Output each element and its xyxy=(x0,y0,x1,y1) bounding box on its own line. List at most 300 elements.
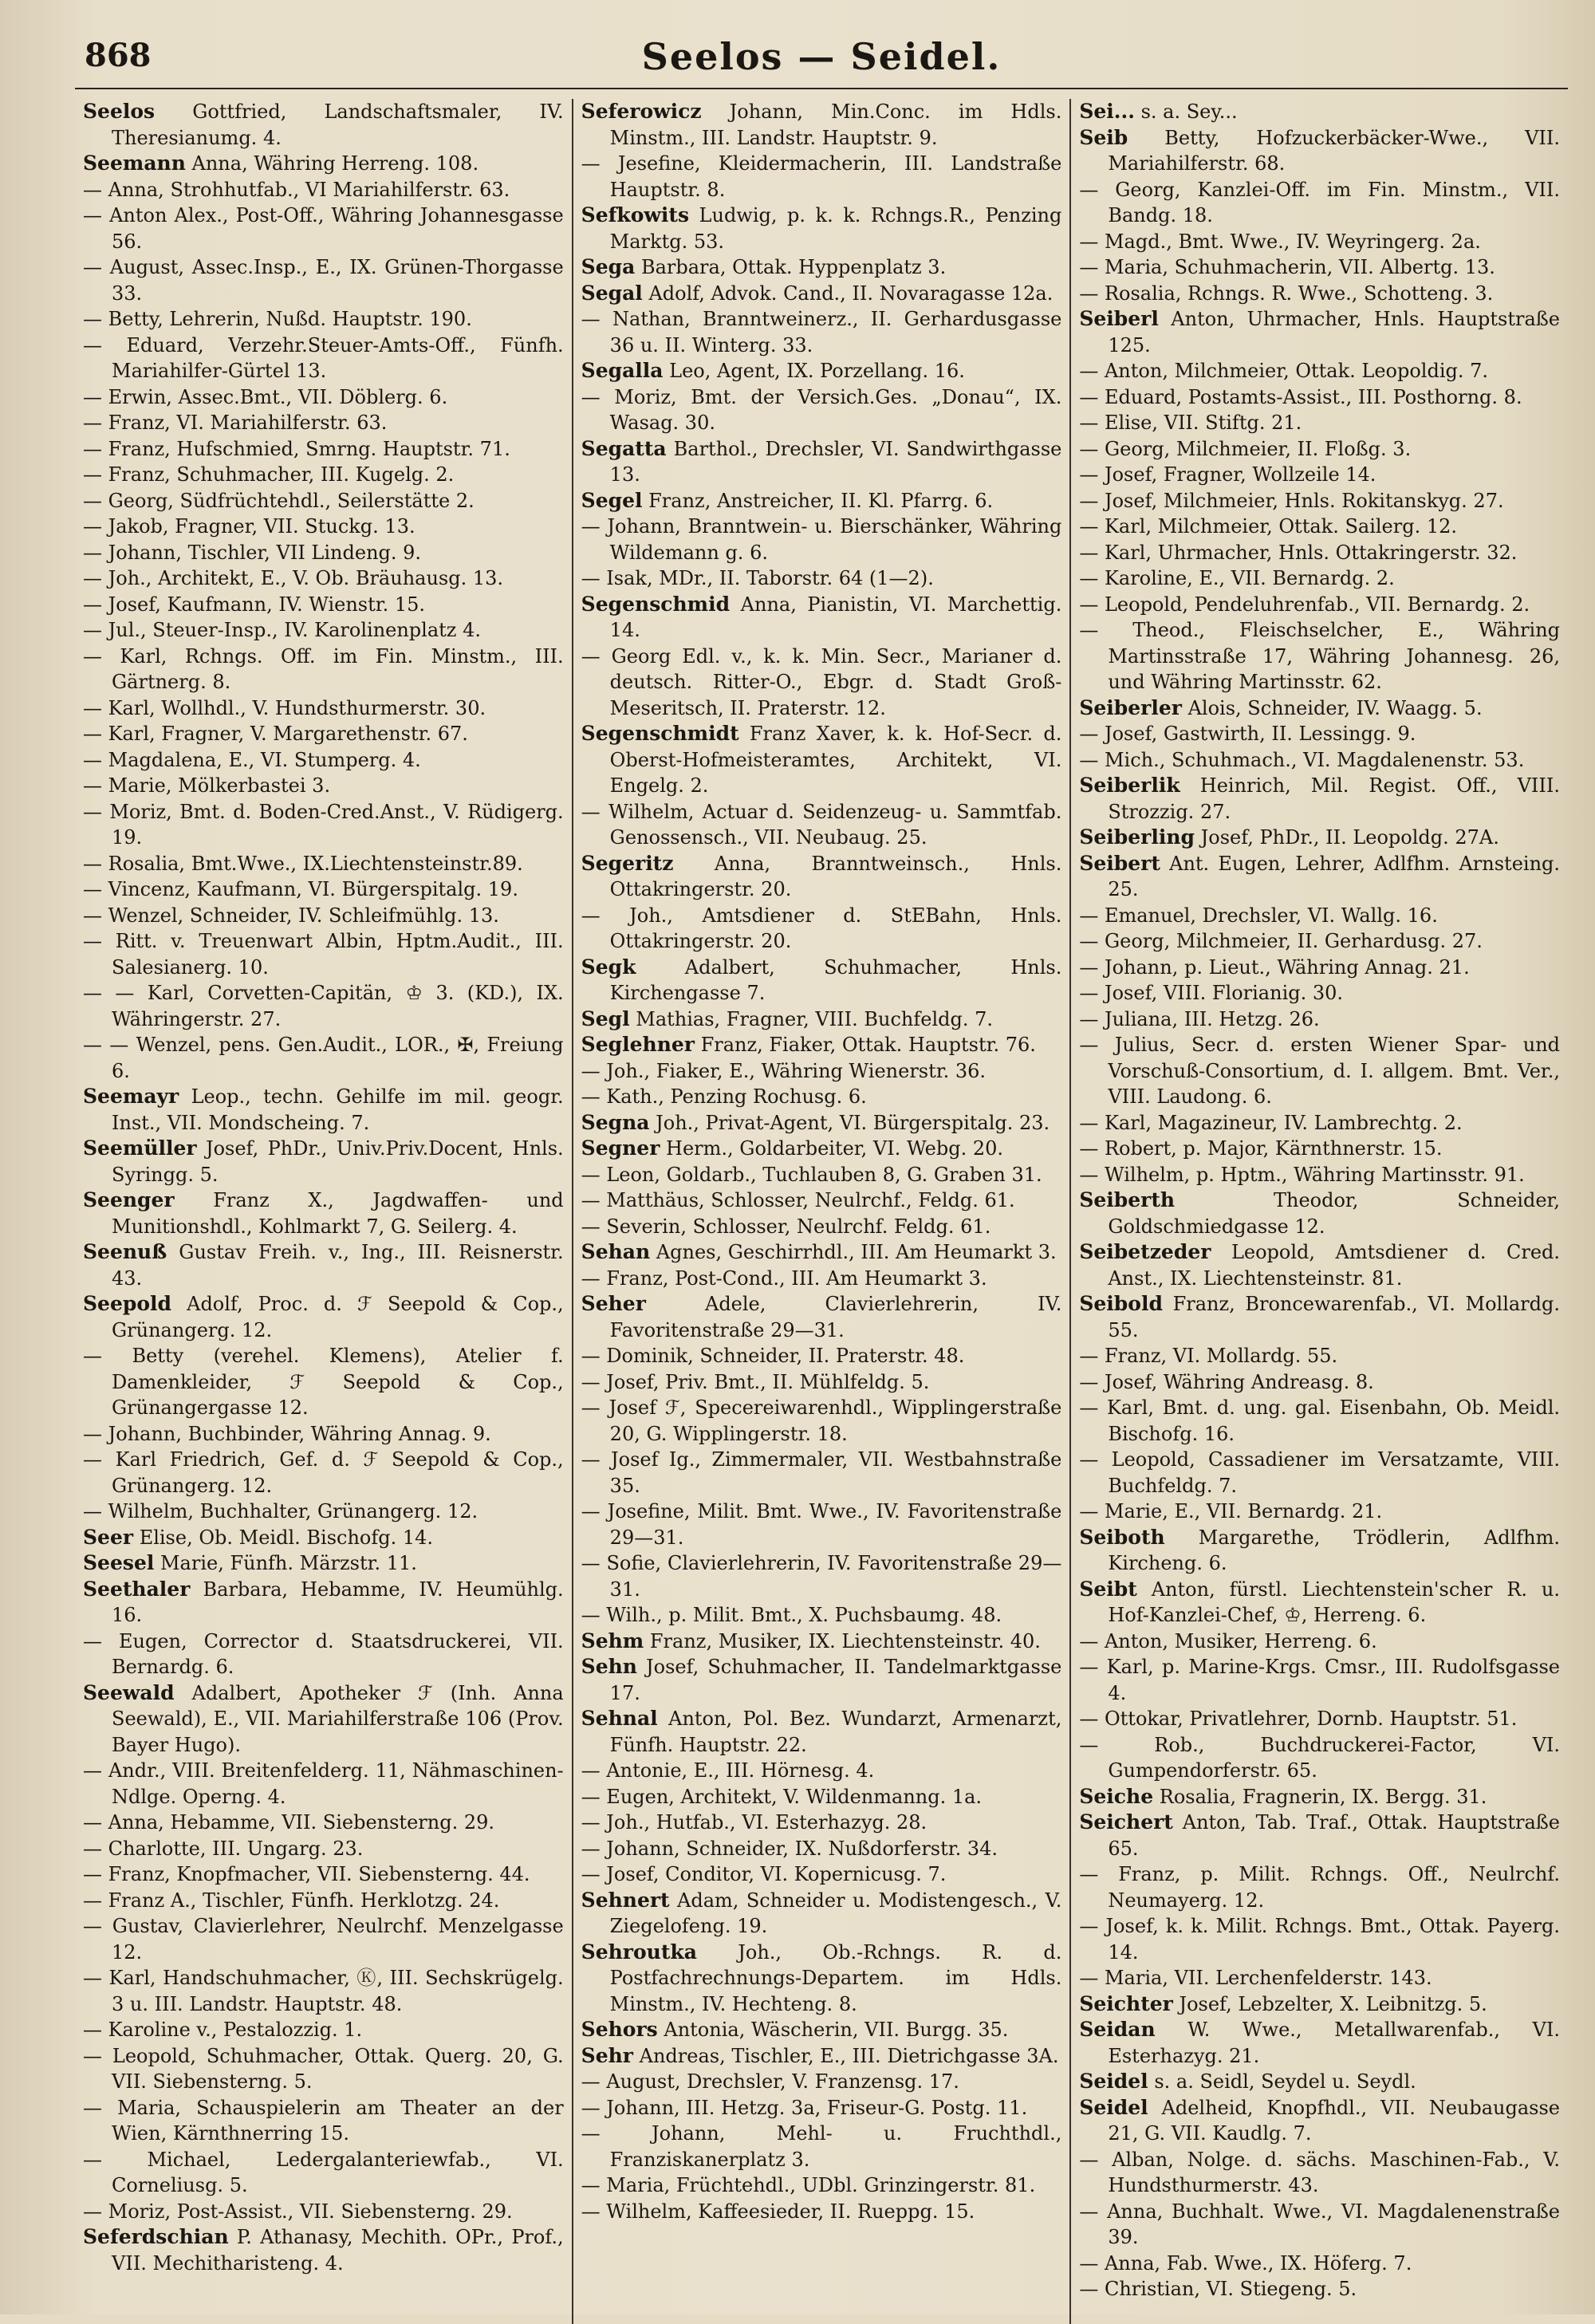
entry-surname: Seglehner xyxy=(581,1033,695,1056)
directory-entry xyxy=(581,488,1062,514)
entry-text: Agnes, Geschirrhdl., III. Am Heumarkt 3. xyxy=(656,1241,1057,1263)
directory-entry xyxy=(1079,1629,1560,1655)
entry-text: — Rosalia, Rchngs. R. Wwe., Schotteng. 3. xyxy=(1079,282,1494,305)
directory-entry xyxy=(83,773,564,799)
directory-entry xyxy=(83,540,564,566)
directory-entry xyxy=(83,1421,564,1448)
entry-text: — Wilhelm, Actuar d. Seidenzeug- u. Sammtfab. Genossensch., VII. Neubaug. 25. xyxy=(581,800,1062,849)
directory-entry xyxy=(1079,721,1560,747)
directory-entry xyxy=(581,799,1062,851)
directory-entry xyxy=(83,928,564,980)
entry-text: — Isak, MDr., II. Taborstr. 64 (1—2). xyxy=(581,567,934,589)
entry-surname: Segl xyxy=(581,1006,630,1030)
entry-surname: Seethaler xyxy=(83,1577,191,1601)
directory-entry xyxy=(581,1888,1062,1940)
directory-entry xyxy=(83,333,564,384)
entry-text: Joh., Privat-Agent, VI. Bürgerspitalg. 23. xyxy=(656,1111,1050,1134)
entry-text: — Theod., Fleischselcher, E., Währing Martinsstraße 17, Währing Johannesg. 26, und Währing Martinsstr. 62. xyxy=(1079,619,1561,693)
directory-entry xyxy=(1079,384,1560,411)
entry-surname: Sehroutka xyxy=(581,1940,697,1964)
directory-entry xyxy=(83,1084,564,1136)
entry-surname: Seiche xyxy=(1079,1784,1154,1808)
entry-text: — Johann, Tischler, VII Lindeng. 9. xyxy=(83,541,422,564)
directory-entry xyxy=(581,1369,1062,1396)
entry-text: — Wilh., p. Milit. Bmt., X. Puchsbaumg. 48. xyxy=(581,1604,1002,1626)
entry-surname: Seenuß xyxy=(83,1240,167,1263)
directory-entry xyxy=(83,1965,564,2017)
entry-text: — Anna, Buchhalt. Wwe., VI. Magdalenenstraße 39. xyxy=(1079,2200,1561,2248)
entry-text: — Karl, Bmt. d. ung. gal. Eisenbahn, Ob. Meidl. Bischofg. 16. xyxy=(1079,1396,1561,1445)
directory-entry xyxy=(1079,773,1560,825)
entry-surname: Sehm xyxy=(581,1629,644,1652)
directory-entry xyxy=(1079,488,1560,514)
entry-text: — Anna, Fab. Wwe., IX. Höferg. 7. xyxy=(1079,2251,1412,2275)
entry-surname: Seemayr xyxy=(83,1085,179,1108)
entry-text: — Moriz, Bmt. d. Boden-Cred.Anst., V. Rüdigerg. 19. xyxy=(83,800,564,849)
directory-entry xyxy=(83,876,564,903)
entry-surname: Seiberling xyxy=(1079,825,1195,849)
directory-entry xyxy=(1079,565,1560,592)
entry-text: — Anton Alex., Post-Off., Währing Johannesgasse 56. xyxy=(83,204,564,253)
entry-surname: Segalla xyxy=(581,359,664,382)
entry-text: — Michael, Ledergalanteriewfab., VI. Corneliusg. 5. xyxy=(83,2148,564,2196)
directory-entry xyxy=(581,1214,1062,1240)
entry-text: Josef, Lebzelter, X. Leibnitzg. 5. xyxy=(1179,1992,1487,2015)
directory-entry xyxy=(1079,254,1560,281)
entry-text: — Magd., Bmt. Wwe., IV. Weyringerg. 2a. xyxy=(1079,230,1481,253)
directory-entry xyxy=(581,1706,1062,1758)
column-2 xyxy=(572,99,1070,2324)
directory-entry xyxy=(83,1836,564,1862)
directory-entry xyxy=(1079,1369,1560,1396)
entry-text: — Josef, Priv. Bmt., II. Mühlfeldg. 5. xyxy=(581,1370,930,1393)
directory-entry xyxy=(83,695,564,722)
entry-text: Franz X., Jagdwaffen- und Munitionshdl., Kohlmarkt 7, G. Seilerg. 4. xyxy=(112,1189,564,1238)
entry-text: — Antonie, E., III. Hörnesg. 4. xyxy=(581,1759,875,1782)
directory-entry xyxy=(83,1680,564,1759)
entry-surname: Sehan xyxy=(581,1240,651,1263)
entry-text: — Kath., Penzing Rochusg. 6. xyxy=(581,1085,867,1108)
directory-entry xyxy=(83,306,564,333)
directory-entry xyxy=(83,514,564,540)
directory-entry xyxy=(581,151,1062,203)
entry-surname: Seer xyxy=(83,1525,134,1549)
directory-entry xyxy=(1079,825,1560,851)
entry-text: Leop., techn. Gehilfe im mil. geogr. Inst., VII. Mondscheing. 7. xyxy=(112,1085,564,1134)
directory-entry xyxy=(581,1758,1062,1784)
entry-surname: Seher xyxy=(581,1292,646,1315)
entry-text: Leopold, Amtsdiener d. Cred. Anst., IX. Liechtensteinstr. 81. xyxy=(1108,1241,1561,1290)
directory-entry xyxy=(581,1239,1062,1266)
entry-text: — Franz, VI. Mariahilferstr. 63. xyxy=(83,412,388,434)
entry-text: — Anna, Strohhutfab., VI Mariahilferstr. 63. xyxy=(83,178,510,201)
directory-entry xyxy=(581,851,1062,903)
directory-entry xyxy=(1079,358,1560,384)
entry-surname: Seiboth xyxy=(1079,1525,1165,1549)
directory-entry xyxy=(83,747,564,774)
directory-entry xyxy=(1079,980,1560,1006)
directory-entry xyxy=(581,1629,1062,1655)
entry-surname: Segatta xyxy=(581,436,667,460)
directory-entry xyxy=(83,1525,564,1551)
directory-entry xyxy=(581,1550,1062,1602)
entry-surname: Segal xyxy=(581,281,643,305)
entry-text: Franz, Musiker, IX. Liechtensteinstr. 40. xyxy=(649,1629,1041,1652)
directory-entry xyxy=(83,2147,564,2199)
directory-entry xyxy=(83,851,564,877)
entry-text: — Maria, Schauspielerin am Theater an der Wien, Kärnthnerring 15. xyxy=(83,2096,564,2145)
directory-entry xyxy=(1079,1291,1560,1343)
entry-text: Theodor, Schneider, Goldschmiedgasse 12. xyxy=(1108,1189,1561,1238)
directory-entry xyxy=(581,1810,1062,1836)
directory-entry xyxy=(83,177,564,203)
directory-entry xyxy=(83,1550,564,1577)
entry-text: Joh., Ob.-Rchngs. R. d. Postfachrechnungs-Departem. im Hdls. Minstm., IV. Hechteng. 8. xyxy=(609,1940,1062,2015)
entry-text: — Ritt. v. Treuenwart Albin, Hptm.Audit., III. Salesianerg. 10. xyxy=(83,930,564,979)
entry-surname: Segner xyxy=(581,1136,660,1160)
directory-entry xyxy=(83,384,564,411)
directory-entry xyxy=(1079,1706,1560,1732)
directory-entry xyxy=(581,1654,1062,1706)
directory-entry xyxy=(83,2043,564,2095)
entry-text: — Franz A., Tischler, Fünfh. Herklotzg. 24. xyxy=(83,1889,500,1912)
directory-entry xyxy=(1079,1732,1560,1784)
entry-text: Josef, Schuhmacher, II. Tandelmarktgasse 17. xyxy=(609,1656,1062,1704)
entry-text: — Karoline v., Pestalozzig. 1. xyxy=(83,2019,363,2041)
entry-surname: Seesel xyxy=(83,1551,155,1574)
entry-text: Ludwig, p. k. k. Rchngs.R., Penzing Marktg. 53. xyxy=(609,204,1062,253)
directory-entry xyxy=(581,1058,1062,1085)
entry-text: — Franz, VI. Mollardg. 55. xyxy=(1079,1345,1338,1367)
directory-entry xyxy=(1079,125,1560,177)
directory-entry xyxy=(1079,281,1560,307)
entry-surname: Seibt xyxy=(1079,1577,1137,1601)
entry-text: Johann, Min.Conc. im Hdls. Minstm., III. Landstr. Hauptstr. 9. xyxy=(609,100,1062,149)
directory-entry xyxy=(1079,1395,1560,1447)
directory-entry xyxy=(581,1861,1062,1888)
entry-text: — Karl, Fragner, V. Margarethenstr. 67. xyxy=(83,723,468,745)
entry-text: — Karl, p. Marine-Krgs. Cmsr., III. Rudolfsgasse 4. xyxy=(1079,1656,1561,1704)
entry-surname: Seidel xyxy=(1079,2095,1148,2119)
entry-text: — Josef ℱ, Specereiwarenhdl., Wipplingerstraße 20, G. Wipplingerstr. 18. xyxy=(581,1396,1062,1445)
entry-text: — Moriz, Post-Assist., VII. Siebensterng. 29. xyxy=(83,2200,513,2223)
directory-entry xyxy=(83,488,564,514)
entry-text: — Georg, Südfrüchtehdl., Seilerstätte 2. xyxy=(83,489,475,512)
entry-text: — Karl, Rchngs. Off. im Fin. Minstm., III. Gärtnerg. 8. xyxy=(83,644,564,693)
directory-entry xyxy=(83,1188,564,1239)
entry-surname: Seibetzeder xyxy=(1079,1240,1211,1263)
directory-entry xyxy=(581,1836,1062,1862)
directory-entry xyxy=(83,1499,564,1525)
directory-entry xyxy=(83,799,564,851)
directory-entry xyxy=(1079,1577,1560,1629)
directory-entry xyxy=(1079,851,1560,903)
entry-text: — Georg, Milchmeier, II. Gerhardusg. 27. xyxy=(1079,930,1483,952)
directory-entry xyxy=(83,2224,564,2276)
entry-text: Elise, Ob. Meidl. Bischofg. 14. xyxy=(139,1526,434,1549)
entry-text: — Josefine, Milit. Bmt. Wwe., IV. Favoritenstraße 29—31. xyxy=(581,1500,1062,1549)
entry-text: — Karl, Wollhdl., V. Hundsthurmerstr. 30. xyxy=(83,696,486,719)
directory-entry xyxy=(581,1447,1062,1499)
entry-text: Adolf, Proc. d. ℱ Seepold & Cop., Grünangerg. 12. xyxy=(112,1293,564,1341)
directory-entry xyxy=(1079,462,1560,488)
entry-surname: Seibold xyxy=(1079,1292,1163,1315)
directory-entry xyxy=(1079,903,1560,929)
directory-entry xyxy=(1079,1188,1560,1239)
entry-text: — Anton, Musiker, Herreng. 6. xyxy=(1079,1629,1377,1652)
entry-text: — Leopold, Schuhmacher, Ottak. Querg. 20, G. VII. Siebensterng. 5. xyxy=(83,2044,564,2093)
directory-entry xyxy=(83,617,564,644)
directory-entry xyxy=(1079,1913,1560,1965)
entry-text: Anna, Währing Herreng. 108. xyxy=(191,152,479,175)
directory-entry xyxy=(581,1291,1062,1343)
directory-entry xyxy=(581,1602,1062,1629)
entry-text: — Leopold, Cassadiener im Versatzamte, VIII. Buchfeldg. 7. xyxy=(1079,1448,1561,1497)
entry-text: — Franz, p. Milit. Rchngs. Off., Neulrchf. Neumayerg. 12. xyxy=(1079,1863,1561,1912)
entry-surname: Segeritz xyxy=(581,851,674,875)
entry-text: — Jakob, Fragner, VII. Stuckg. 13. xyxy=(83,515,415,538)
directory-entry xyxy=(1079,2276,1560,2302)
entry-text: Heinrich, Mil. Regist. Off., VIII. Strozzig. 27. xyxy=(1108,774,1560,823)
directory-entry xyxy=(83,1343,564,1421)
entry-text: — Johann, Mehl- u. Fruchthdl., Franziskanerplatz 3. xyxy=(581,2122,1062,2171)
entry-text: Franz, Broncewarenfab., VI. Mollardg. 55. xyxy=(1108,1293,1560,1341)
entry-text: — Johann, p. Lieut., Währing Annag. 21. xyxy=(1079,955,1470,979)
page-header xyxy=(75,32,1568,89)
directory-entry xyxy=(581,99,1062,151)
entry-text: — Severin, Schlosser, Neulrchf. Feldg. 61. xyxy=(581,1215,991,1238)
directory-entry xyxy=(1079,928,1560,955)
entry-text: — Franz, Post-Cond., III. Am Heumarkt 3. xyxy=(581,1266,987,1290)
page-number: 868 xyxy=(85,37,152,74)
directory-entry xyxy=(83,1291,564,1343)
directory-entry xyxy=(83,1239,564,1291)
entry-text: — Elise, VII. Stiftg. 21. xyxy=(1079,412,1302,434)
entry-surname: Sega xyxy=(581,255,636,278)
entry-text: s. a. Seidl, Seydel u. Seydl. xyxy=(1154,2070,1416,2093)
directory-entry xyxy=(1079,747,1560,774)
entry-surname: Seelos xyxy=(83,100,156,123)
directory-entry xyxy=(581,254,1062,281)
entry-text: — Franz, Knopfmacher, VII. Siebensterng. 44. xyxy=(83,1863,530,1885)
directory-entry xyxy=(581,2172,1062,2199)
directory-entry xyxy=(1079,2095,1560,2147)
directory-entry xyxy=(83,1136,564,1188)
entry-text: Anton, Pol. Bez. Wundarzt, Armenarzt, Fünfh. Hauptstr. 22. xyxy=(609,1708,1062,1756)
entry-text: — Marie, E., VII. Bernardg. 21. xyxy=(1079,1500,1383,1522)
directory-entry xyxy=(1079,617,1560,695)
entry-text: — Andr., VIII. Breitenfelderg. 11, Nähmaschinen-Ndlge. Operng. 4. xyxy=(83,1759,564,1808)
entry-text: — Christian, VI. Stiegeng. 5. xyxy=(1079,2278,1357,2300)
directory-entry xyxy=(581,1162,1062,1188)
directory-entry xyxy=(1079,540,1560,566)
entry-text: Andreas, Tischler, E., III. Dietrichgasse 3A. xyxy=(639,2044,1059,2067)
entry-text: — Karoline, E., VII. Bernardg. 2. xyxy=(1079,567,1395,589)
directory-entry xyxy=(1079,1525,1560,1577)
entry-text: — Wenzel, Schneider, IV. Schleifmühlg. 13. xyxy=(83,904,499,927)
entry-text: — Georg, Kanzlei-Off. im Fin. Minstm., VII. Bandg. 18. xyxy=(1079,178,1561,226)
entry-text: Anton, fürstl. Liechtenstein'scher R. u. Hof-Kanzlei-Chef, ♔, Herreng. 6. xyxy=(1108,1578,1561,1626)
entry-text: — Vincenz, Kaufmann, VI. Bürgerspitalg. 19. xyxy=(83,878,518,900)
entry-text: — Anton, Milchmeier, Ottak. Leopoldig. 7. xyxy=(1079,360,1489,382)
entry-surname: Seewald xyxy=(83,1680,175,1704)
entry-text: Ant. Eugen, Lehrer, Adlfhm. Arnsteing. 25. xyxy=(1108,852,1561,900)
directory-entry xyxy=(83,1577,564,1629)
directory-entry xyxy=(1079,1343,1560,1369)
entry-text: — Ottokar, Privatlehrer, Dornb. Hauptstr. 51. xyxy=(1079,1708,1518,1730)
entry-surname: Segenschmid xyxy=(581,592,731,616)
entry-surname: Seferowicz xyxy=(581,100,702,123)
directory-entry xyxy=(1079,1810,1560,1861)
directory-entry xyxy=(581,2199,1062,2225)
directory-entry xyxy=(581,1499,1062,1550)
entry-text: Adolf, Advok. Cand., II. Novaragasse 12a. xyxy=(648,282,1053,305)
entry-text: — Georg Edl. v., k. k. Min. Secr., Marianer d. deutsch. Ritter-O., Ebgr. d. Stadt Groß-Meseritsch, II. Praterstr. 12. xyxy=(581,644,1062,719)
directory-entry xyxy=(581,2069,1062,2095)
directory-entry xyxy=(581,1784,1062,1810)
entry-text: Anna, Pianistin, VI. Marchettig. 14. xyxy=(609,593,1062,641)
entry-text: — Sofie, Clavierlehrerin, IV. Favoritenstraße 29—31. xyxy=(581,1552,1062,1601)
directory-entry xyxy=(581,1343,1062,1369)
entry-text: — Mich., Schuhmach., VI. Magdalenenstr. 53. xyxy=(1079,748,1525,771)
directory-entry xyxy=(581,955,1062,1006)
entry-text: Alois, Schneider, IV. Waagg. 5. xyxy=(1187,696,1483,719)
directory-entry xyxy=(581,903,1062,955)
entry-text: — Eduard, Verzehr.Steuer-Amts-Off., Fünfh. Mariahilfer-Gürtel 13. xyxy=(83,333,564,382)
entry-text: — Emanuel, Drechsler, VI. Wallg. 16. xyxy=(1079,904,1438,927)
directory-entry xyxy=(83,1810,564,1836)
directory-entry xyxy=(83,592,564,618)
directory-entry xyxy=(83,1913,564,1965)
directory-entry xyxy=(1079,1447,1560,1499)
directory-entry xyxy=(83,2095,564,2147)
directory-entry xyxy=(1079,436,1560,463)
entry-text: — Wilhelm, p. Hptm., Währing Martinsstr. 91. xyxy=(1079,1163,1525,1186)
directory-entry xyxy=(1079,2251,1560,2277)
directory-entry xyxy=(83,203,564,254)
directory-entry xyxy=(83,2199,564,2225)
directory-entry xyxy=(581,2043,1062,2070)
running-head: Seelos — Seidel. xyxy=(641,35,1002,78)
entry-surname: Sefkowits xyxy=(581,203,690,226)
directory-entry xyxy=(83,1888,564,1914)
directory-entry xyxy=(1079,2069,1560,2095)
entry-text: — Jesefine, Kleidermacherin, III. Landstraße Hauptstr. 8. xyxy=(581,152,1062,201)
directory-entry xyxy=(581,1266,1062,1292)
entry-text: — Joh., Fiaker, E., Währing Wienerstr. 36. xyxy=(581,1059,987,1082)
directory-entry xyxy=(1079,2017,1560,2069)
directory-entry xyxy=(83,1447,564,1499)
entry-text: — Wilhelm, Kaffeesieder, II. Rueppg. 15. xyxy=(581,2200,975,2223)
entry-text: — Karl, Magazineur, IV. Lambrechtg. 2. xyxy=(1079,1111,1463,1134)
directory-entry xyxy=(1079,1136,1560,1162)
entry-text: Mathias, Fragner, VIII. Buchfeldg. 7. xyxy=(636,1007,994,1030)
entry-text: — Johann, III. Hetzg. 3a, Friseur-G. Postg. 11. xyxy=(581,2096,1028,2119)
entry-text: Antonia, Wäscherin, VII. Burgg. 35. xyxy=(664,2019,1009,2041)
entry-text: — Maria, Schuhmacherin, VII. Albertg. 13. xyxy=(1079,256,1495,278)
entry-text: — Maria, VII. Lerchenfelderstr. 143. xyxy=(1079,1967,1432,1989)
entry-text: — Joh., Hutfab., VI. Esterhazyg. 28. xyxy=(581,1811,927,1834)
entry-surname: Seidel xyxy=(1079,2070,1148,2093)
entry-text: — Robert, p. Major, Kärnthnerstr. 15. xyxy=(1079,1137,1443,1160)
entry-surname: Sehnal xyxy=(581,1707,658,1730)
entry-text: — Joh., Architekt, E., V. Ob. Bräuhausg. 13. xyxy=(83,567,504,589)
directory-entry xyxy=(581,358,1062,384)
directory-entry xyxy=(1079,1991,1560,2018)
entry-text: — Josef Ig., Zimmermaler, VII. Westbahnstraße 35. xyxy=(581,1448,1062,1497)
entry-text: — Eugen, Architekt, V. Wildenmanng. 1a. xyxy=(581,1785,983,1808)
column-1 xyxy=(75,99,572,2324)
directory-entry xyxy=(83,254,564,306)
entry-text: Anton, Tab. Traf., Ottak. Hauptstraße 65. xyxy=(1108,1811,1561,1860)
entry-text: Barthol., Drechsler, VI. Sandwirthgasse 13. xyxy=(609,437,1062,486)
directory-entry xyxy=(83,980,564,1032)
entry-text: Anton, Uhrmacher, Hnls. Hauptstraße 125. xyxy=(1108,308,1560,356)
entry-text: — Julius, Secr. d. ersten Wiener Spar- und Vorschuß-Consortium, d. I. allgem. Bmt. Ver., VIII. Laudong. 6. xyxy=(1079,1034,1561,1108)
entry-text: — Josef, Milchmeier, Hnls. Rokitanskyg. 27. xyxy=(1079,489,1504,512)
entry-text: — Wilhelm, Buchhalter, Grünangerg. 12. xyxy=(83,1500,478,1522)
directory-entry xyxy=(83,1629,564,1680)
column-3 xyxy=(1069,99,1568,2324)
entry-text: Herm., Goldarbeiter, VI. Webg. 20. xyxy=(666,1137,1004,1160)
entry-text: — Leopold, Pendeluhrenfab., VII. Bernardg. 2. xyxy=(1079,593,1530,616)
entry-text: W. Wwe., Metallwarenfab., VI. Esterhazyg. 21. xyxy=(1108,2019,1560,2067)
directory-entry xyxy=(83,151,564,177)
directory-entry xyxy=(1079,1861,1560,1913)
entry-text: — Matthäus, Schlosser, Neulrchf., Feldg. 61. xyxy=(581,1189,1015,1211)
directory-entry xyxy=(581,721,1062,799)
directory-entry xyxy=(581,281,1062,307)
directory-entry xyxy=(581,565,1062,592)
entry-text: — Moriz, Bmt. der Versich.Ges. „Donau“, IX. Wasag. 30. xyxy=(581,385,1062,434)
entry-text: — Dominik, Schneider, II. Praterstr. 48. xyxy=(581,1345,965,1367)
directory-entry xyxy=(1079,1006,1560,1033)
directory-entry xyxy=(1079,1032,1560,1110)
directory-entry xyxy=(83,436,564,463)
entry-text: — Franz, Hufschmied, Smrng. Hauptstr. 71. xyxy=(83,437,510,460)
entry-text: Barbara, Hebamme, IV. Heumühlg. 16. xyxy=(112,1578,564,1626)
directory-entry xyxy=(581,2017,1062,2043)
directory-entry xyxy=(83,462,564,488)
directory-entry xyxy=(1079,514,1560,540)
entry-text: — Eduard, Postamts-Assist., III. Posthorng. 8. xyxy=(1079,385,1522,408)
entry-text: Franz Xaver, k. k. Hof-Secr. d. Oberst-Hofmeisteramtes, Architekt, VI. Engelg. 2. xyxy=(609,723,1062,797)
entry-surname: Sei... xyxy=(1079,100,1135,123)
directory-entry xyxy=(581,2095,1062,2121)
entry-surname: Sehnert xyxy=(581,1888,670,1912)
entry-surname: Seepold xyxy=(83,1292,171,1315)
entry-text: Adam, Schneider u. Modistengesch., V. Ziegelofeng. 19. xyxy=(609,1889,1062,1937)
entry-text: — Betty (verehel. Klemens), Atelier f. Damenkleider, ℱ Seepold & Cop., Grünangergasse 12. xyxy=(83,1345,564,1419)
entry-text: — Karl, Uhrmacher, Hnls. Ottakringerstr. 32. xyxy=(1079,541,1518,564)
entry-surname: Seiberl xyxy=(1079,307,1159,330)
entry-surname: Seichter xyxy=(1079,1991,1173,2015)
entry-text: — Johann, Buchbinder, Währing Annag. 9. xyxy=(83,1422,491,1445)
directory-entry xyxy=(1079,1784,1560,1810)
entry-text: Adalbert, Apotheker ℱ (Inh. Anna Seewald), E., VII. Mariahilferstraße 106 (Prov. Bayer Hugo). xyxy=(112,1681,564,1756)
entry-surname: Sehors xyxy=(581,2018,658,2041)
directory-entry xyxy=(83,1032,564,1084)
entry-text: — Johann, Branntwein- u. Bierschänker, Währing Wildemann g. 6. xyxy=(581,515,1062,564)
entry-text: — — Wenzel, pens. Gen.Audit., LOR., ✠, Freiung 6. xyxy=(83,1034,564,1082)
directory-entry xyxy=(1079,410,1560,436)
directory-entry xyxy=(1079,1654,1560,1706)
directory-entry xyxy=(581,1940,1062,2018)
entry-text: Adele, Clavierlehrerin, IV. Favoritenstraße 29—31. xyxy=(609,1293,1062,1341)
directory-entry xyxy=(581,306,1062,358)
directory-entry xyxy=(1079,229,1560,255)
entry-text: — Gustav, Clavierlehrer, Neulrchf. Menzelgasse 12. xyxy=(83,1915,564,1964)
